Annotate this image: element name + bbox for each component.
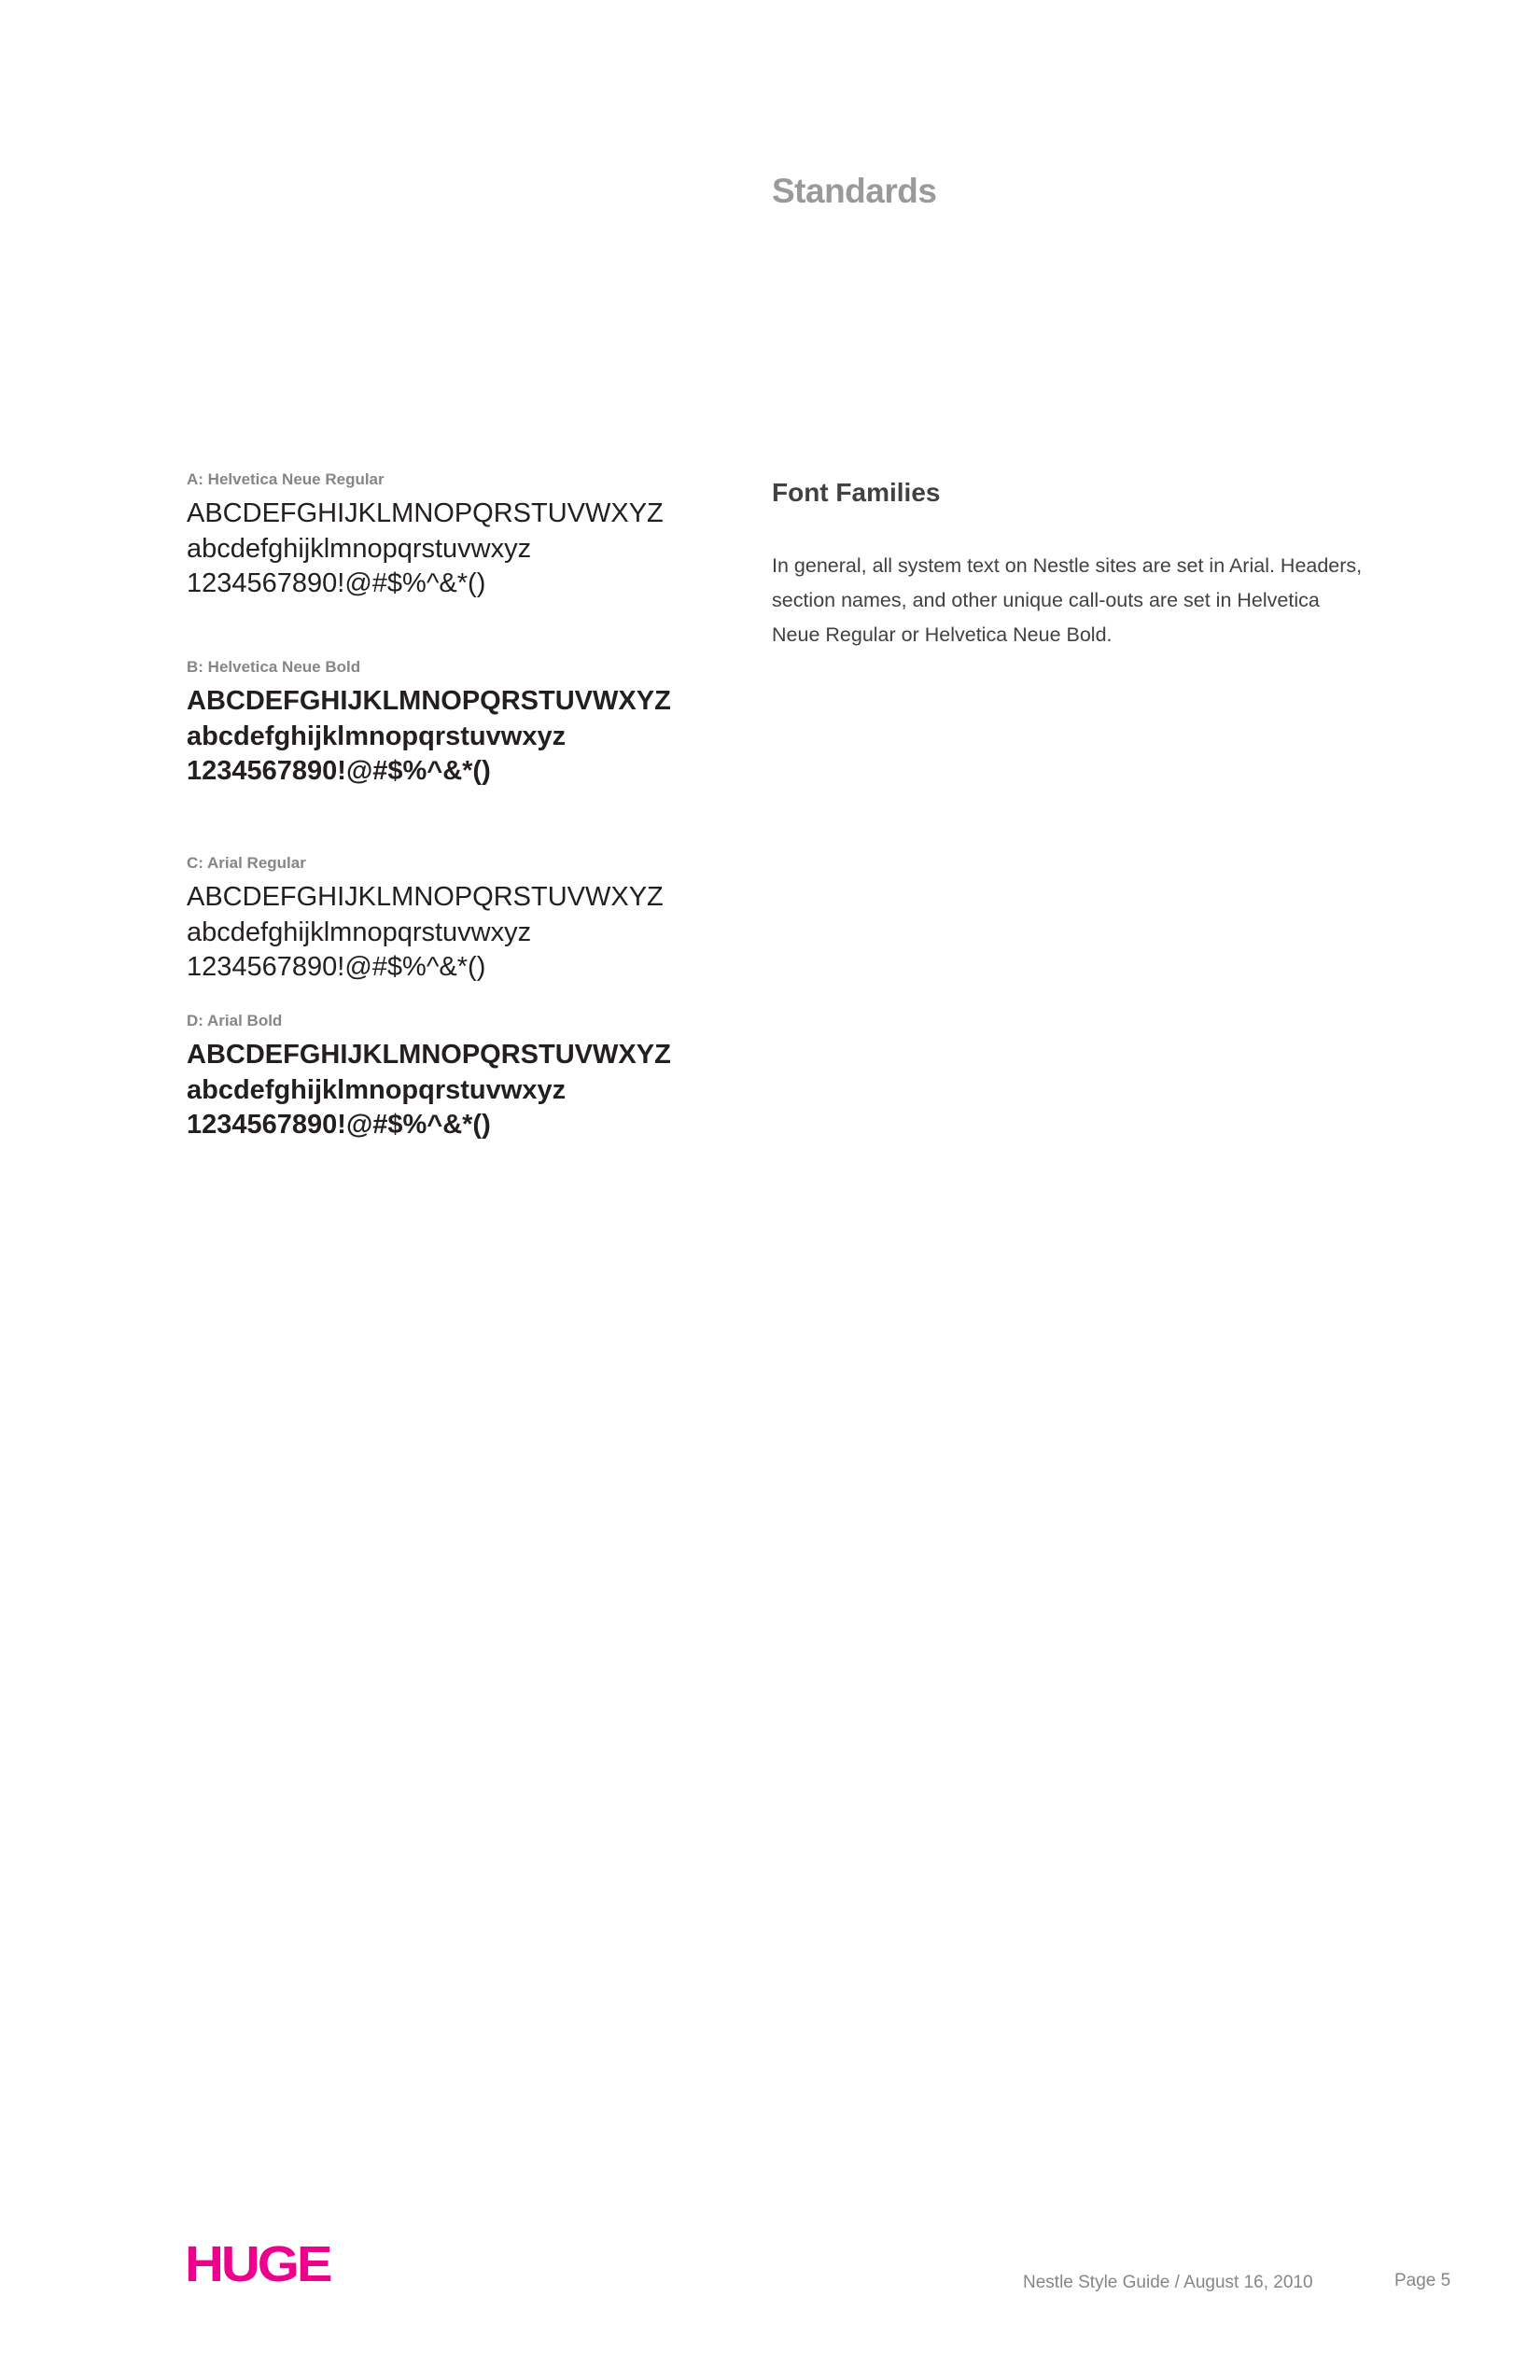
section-title: Font Families xyxy=(772,478,941,507)
page-number: Page 5 xyxy=(1394,2271,1451,2290)
section-body: In general, all system text on Nestle sites are set in Arial. Headers, section names, and other unique call-outs are set in Helvetica Neue Regular or Helvetica Neue Bold. xyxy=(772,554,1363,646)
specimen-uppercase: ABCDEFGHIJKLMNOPQRSTUVWXYZ xyxy=(187,686,671,716)
font-specimen-helvetica-neue-regular xyxy=(187,471,709,602)
specimen-lowercase: abcdefghijklmnopqrstuvwxyz xyxy=(187,721,567,751)
font-specimen-arial-regular xyxy=(187,855,709,986)
specimen-label: D: Arial Bold xyxy=(187,1012,283,1029)
specimen-numerals: 1234567890!@#$%^&*() xyxy=(187,568,486,598)
specimen-numerals: 1234567890!@#$%^&*() xyxy=(187,756,491,786)
font-specimen-helvetica-neue-bold xyxy=(187,659,709,790)
specimen-numerals: 1234567890!@#$%^&*() xyxy=(187,1110,491,1140)
specimen-label: C: Arial Regular xyxy=(187,854,306,872)
specimen-uppercase: ABCDEFGHIJKLMNOPQRSTUVWXYZ xyxy=(187,498,664,528)
specimen-lowercase: abcdefghijklmnopqrstuvwxyz xyxy=(187,917,532,947)
specimen-uppercase: ABCDEFGHIJKLMNOPQRSTUVWXYZ xyxy=(187,1040,671,1070)
specimen-uppercase: ABCDEFGHIJKLMNOPQRSTUVWXYZ xyxy=(187,882,664,912)
specimen-lowercase: abcdefghijklmnopqrstuvwxyz xyxy=(187,533,532,564)
footer-document-info: Nestle Style Guide / August 16, 2010 xyxy=(1023,2273,1313,2292)
specimen-lowercase: abcdefghijklmnopqrstuvwxyz xyxy=(187,1074,567,1105)
specimen-label: A: Helvetica Neue Regular xyxy=(187,470,385,488)
specimen-label: B: Helvetica Neue Bold xyxy=(187,658,361,676)
font-specimen-arial-bold xyxy=(187,1013,709,1143)
page-title: Standards xyxy=(772,172,937,210)
specimen-numerals: 1234567890!@#$%^&*() xyxy=(187,952,486,982)
huge-logo: HUGE xyxy=(185,2236,330,2293)
